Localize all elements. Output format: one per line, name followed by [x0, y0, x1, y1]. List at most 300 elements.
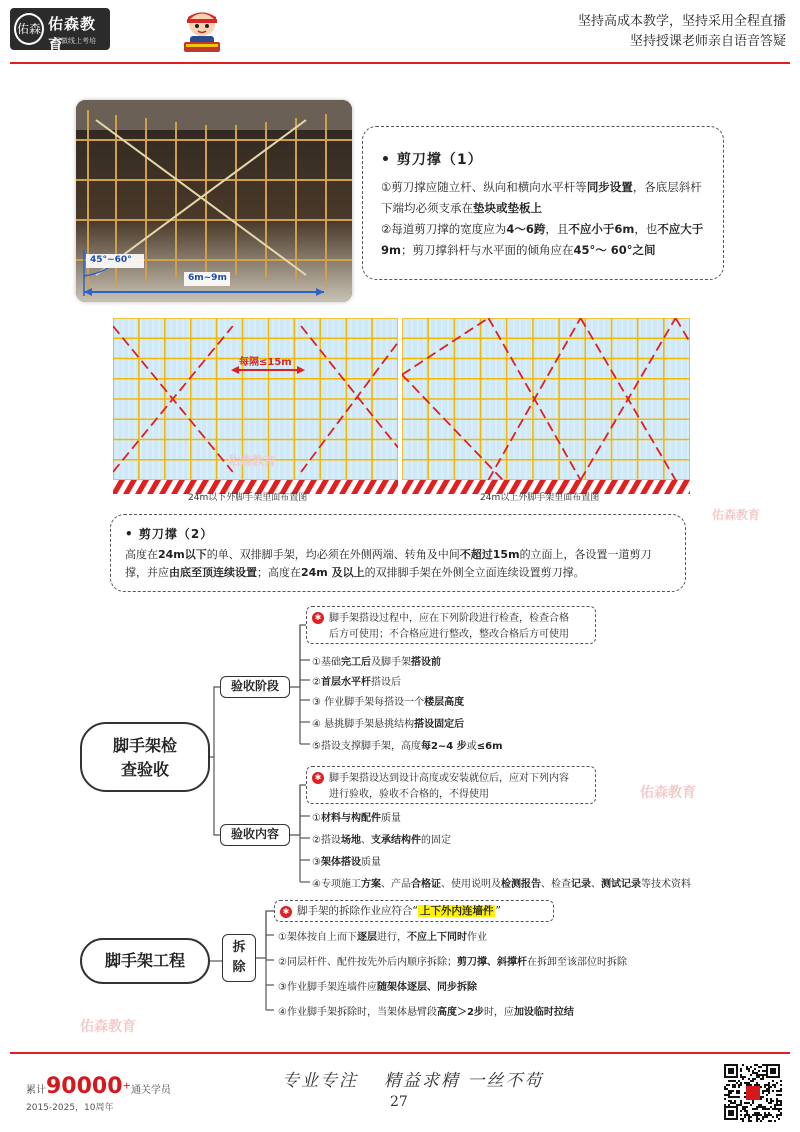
qr-module [774, 1086, 776, 1088]
qr-finder-core [728, 1110, 734, 1116]
text: 的单、双排脚手架，均必须在外侧两端、转角及中间 [206, 548, 460, 561]
qr-module [738, 1104, 740, 1106]
qr-module [776, 1094, 778, 1096]
qr-module [768, 1102, 770, 1104]
qr-module [762, 1116, 764, 1118]
qr-module [762, 1096, 764, 1098]
qr-module [758, 1074, 760, 1076]
node-acceptance-content: 验收内容 [220, 824, 290, 846]
qr-module [750, 1080, 752, 1082]
qr-module [742, 1120, 744, 1122]
text: ②每道剪刀撑的宽度应为 [381, 222, 507, 236]
qr-module [772, 1084, 774, 1086]
qr-module [766, 1114, 768, 1116]
text: ④作业脚手架拆除时，当架体悬臂段 [278, 1007, 437, 1018]
qr-module [724, 1094, 726, 1096]
qr-module [744, 1106, 746, 1108]
dismantle-note [274, 900, 554, 922]
signature-2: 精益求精 一丝不苟 [384, 1071, 544, 1091]
text: 及脚手架 [370, 657, 411, 668]
qr-module [754, 1084, 756, 1086]
content-item-3 [312, 853, 381, 868]
node-text: 除 [232, 960, 246, 975]
qr-module [728, 1104, 730, 1106]
qr-module [780, 1094, 782, 1096]
qr-module [740, 1102, 742, 1104]
qr-module [752, 1102, 754, 1104]
qr-module [762, 1118, 764, 1120]
qr-module [756, 1072, 758, 1074]
qr-module [758, 1070, 760, 1072]
qr-module [762, 1106, 764, 1108]
qr-module [748, 1102, 750, 1104]
qr-finder-core [770, 1068, 776, 1074]
qr-module [732, 1102, 734, 1104]
qr-module [734, 1100, 736, 1102]
text: 质量 [360, 857, 381, 868]
qr-module [734, 1080, 736, 1082]
text: ③ [312, 857, 321, 868]
text: ；剪刀撑斜杆与水平面的倾角应在 [401, 243, 574, 257]
bold-text: 同步设置 [586, 180, 633, 194]
qr-module [758, 1066, 760, 1068]
qr-module [768, 1108, 770, 1110]
qr-module [742, 1118, 744, 1120]
bold-text: 场地 [340, 835, 361, 846]
qr-module [754, 1064, 756, 1066]
width-label: 6m~9m [188, 273, 227, 283]
stage-item-5 [312, 737, 503, 752]
qr-module [758, 1076, 760, 1078]
qr-module [724, 1086, 726, 1088]
qr-module [768, 1084, 770, 1086]
qr-module [776, 1100, 778, 1102]
text: 、使用说明及 [440, 879, 501, 890]
qr-module [748, 1118, 750, 1120]
bold-text: 支承结构件 [370, 835, 421, 846]
logo-name: 佑森教育 [48, 15, 97, 54]
bold-text: 4～6跨 [506, 222, 546, 236]
qr-module [736, 1082, 738, 1084]
qr-module [770, 1102, 772, 1104]
stage-item-2 [312, 673, 401, 688]
qr-module [766, 1094, 768, 1096]
qr-module [744, 1092, 746, 1094]
qr-module [744, 1116, 746, 1118]
text: ④专项施工 [312, 879, 361, 890]
footer-student-count [26, 1074, 171, 1099]
qr-module [728, 1096, 730, 1098]
qr-module [732, 1096, 734, 1098]
qr-module [732, 1084, 734, 1086]
qr-module [778, 1094, 780, 1096]
qr-module [764, 1116, 766, 1118]
qr-module [764, 1074, 766, 1076]
watermark: 佑森教育 [712, 508, 761, 522]
qr-module [728, 1090, 730, 1092]
logo-seal-icon: 佑森 [14, 13, 44, 45]
bold-text: 测试记录 [600, 879, 641, 890]
qr-module [768, 1092, 770, 1094]
text: 作业 [466, 932, 487, 943]
footer-divider [10, 1052, 790, 1054]
qr-module [774, 1106, 776, 1108]
node-text: 脚手架检 [112, 736, 177, 755]
qr-module [746, 1082, 748, 1084]
text: ④ 悬挑脚手架悬挑结构 [312, 719, 415, 730]
dismantle-item-1 [278, 928, 487, 943]
qr-module [764, 1064, 766, 1066]
count-number: 90000 [46, 1074, 123, 1099]
qr-module [768, 1120, 770, 1122]
qr-module [748, 1078, 750, 1080]
qr-module [778, 1114, 780, 1116]
qr-module [768, 1088, 770, 1090]
text: 等技术资料 [640, 879, 691, 890]
tagline-1: 坚持高成本教学，坚持采用全程直播 [577, 14, 786, 29]
qr-module [768, 1082, 770, 1084]
qr-module [734, 1102, 736, 1104]
bold-text: 架体搭设 [320, 857, 361, 868]
qr-module [740, 1070, 742, 1072]
node-scaffold-inspection [80, 722, 210, 792]
qr-module [748, 1114, 750, 1116]
qr-module [740, 1118, 742, 1120]
qr-module [776, 1104, 778, 1106]
qr-module [760, 1074, 762, 1076]
qr-module [762, 1092, 764, 1094]
qr-module [744, 1114, 746, 1116]
note-text: 脚手架搭设过程中，应在下列阶段进行检查，检查合格 [329, 613, 569, 624]
qr-module [778, 1108, 780, 1110]
qr-module [772, 1100, 774, 1102]
note-text: ” [495, 905, 501, 917]
bold-text: 楼层高度 [424, 697, 465, 708]
bold-text: 24m 及以上 [301, 566, 365, 579]
bold-text: 不应小于6m [568, 222, 635, 236]
qr-module [766, 1084, 768, 1086]
qr-module [760, 1096, 762, 1098]
bold-text: 搭设固定后 [414, 719, 465, 730]
qr-module [760, 1106, 762, 1108]
node-text: 查验收 [120, 760, 169, 779]
qr-module [776, 1114, 778, 1116]
node-dismantle [222, 934, 256, 982]
card1-title: • 剪刀撑（1） [381, 152, 483, 168]
qr-module [770, 1098, 772, 1100]
qr-module [754, 1072, 756, 1074]
text: ① [312, 813, 321, 824]
qr-module [756, 1118, 758, 1120]
text: ③作业脚手架连墙件应 [278, 982, 377, 993]
qr-module [758, 1112, 760, 1114]
qr-module [762, 1074, 764, 1076]
qr-module [776, 1116, 778, 1118]
qr-module [758, 1106, 760, 1108]
text: 、产品 [380, 879, 411, 890]
qr-module [752, 1108, 754, 1110]
qr-module [774, 1104, 776, 1106]
text: ，且 [545, 222, 569, 236]
signature-1: 专业专注 [282, 1071, 358, 1091]
qr-module [724, 1104, 726, 1106]
qr-module [776, 1102, 778, 1104]
text: 、 [360, 835, 371, 846]
dismantle-item-4 [278, 1003, 574, 1018]
qr-module [738, 1086, 740, 1088]
watermark: 佑森教育 [80, 1019, 136, 1035]
qr-module [760, 1078, 762, 1080]
stage-item-3 [312, 693, 464, 708]
qr-module [746, 1084, 748, 1086]
watermark: 佑森教育 [228, 454, 277, 468]
note-text: 脚手架搭设达到设计高度或安装就位后，应对下列内容 [329, 773, 569, 784]
bold-text: 材料与构配件 [320, 813, 381, 824]
qr-module [770, 1114, 772, 1116]
diagram-caption-2: 24m以上外脚手架里面布置图 [480, 493, 600, 503]
qr-module [764, 1090, 766, 1092]
qr-module [748, 1116, 750, 1118]
qr-module [730, 1096, 732, 1098]
logo-slogan: 只做线上考培 [54, 37, 96, 45]
qr-module [756, 1112, 758, 1114]
qr-module [734, 1086, 736, 1088]
qr-module [756, 1120, 758, 1122]
qr-module [778, 1118, 780, 1120]
qr-module [780, 1090, 782, 1092]
qr-module [766, 1098, 768, 1100]
qr-module [776, 1108, 778, 1110]
qr-module [740, 1104, 742, 1106]
qr-module [770, 1086, 772, 1088]
qr-module [756, 1082, 758, 1084]
qr-module [748, 1084, 750, 1086]
qr-module [746, 1114, 748, 1116]
qr-module [762, 1076, 764, 1078]
qr-module [780, 1088, 782, 1090]
qr-module [746, 1110, 748, 1112]
qr-module [780, 1114, 782, 1116]
qr-module [772, 1116, 774, 1118]
qr-module [772, 1090, 774, 1092]
qr-module [756, 1116, 758, 1118]
qr-module [762, 1070, 764, 1072]
bold-text: 每2~4 步 [420, 741, 467, 752]
node-scaffold-engineering: 脚手架工程 [80, 938, 210, 984]
qr-module [764, 1070, 766, 1072]
qr-module [746, 1068, 748, 1070]
text: 的立面上，各设置一道剪刀撑，并应 [125, 548, 652, 579]
qr-module [734, 1084, 736, 1086]
qr-module [738, 1090, 740, 1092]
qr-module [744, 1108, 746, 1110]
qr-module [760, 1114, 762, 1116]
text: 时，应 [483, 1007, 514, 1018]
qr-module [774, 1120, 776, 1122]
bold-text: 不应大于9m [381, 222, 704, 257]
star-icon: ✱ [312, 772, 324, 784]
count-prefix: 累计 [26, 1085, 46, 1096]
qr-module [726, 1084, 728, 1086]
qr-module [740, 1110, 742, 1112]
text: ②同层杆件、配件按先外后内顺序拆除； [278, 957, 457, 968]
bold-text: 剪刀撑、斜撑杆 [456, 957, 527, 968]
qr-module [740, 1076, 742, 1078]
card2-title: • 剪刀撑（2） [125, 527, 214, 541]
text: ，也 [634, 222, 658, 236]
qr-module [734, 1096, 736, 1098]
qr-module [756, 1108, 758, 1110]
qr-module [756, 1114, 758, 1116]
qr-module [736, 1092, 738, 1094]
qr-module [780, 1108, 782, 1110]
qr-module [764, 1106, 766, 1108]
qr-module [776, 1098, 778, 1100]
qr-module [738, 1092, 740, 1094]
count-plus: + [122, 1080, 131, 1092]
qr-module [750, 1074, 752, 1076]
tagline-2: 坚持授课老师亲自语音答疑 [629, 34, 786, 49]
qr-module [772, 1108, 774, 1110]
qr-module [752, 1070, 754, 1072]
note-text: 进行验收，验收不合格的，不得使用 [329, 789, 489, 800]
qr-module [744, 1076, 746, 1078]
qr-code-icon [724, 1064, 782, 1122]
qr-module [770, 1120, 772, 1122]
text: 高度在 [125, 548, 158, 561]
bold-text: 逐层 [356, 932, 377, 943]
qr-module [732, 1086, 734, 1088]
qr-module [738, 1096, 740, 1098]
qr-module [742, 1108, 744, 1110]
diagram-caption-1: 24m以下外脚手架里面布置图 [188, 493, 308, 503]
qr-module [746, 1112, 748, 1114]
watermark: 佑森教育 [640, 785, 696, 801]
qr-module [744, 1102, 746, 1104]
qr-module [740, 1114, 742, 1116]
text: 的双排脚手架在外侧全立面连续设置剪刀撑。 [364, 566, 585, 579]
qr-module [748, 1070, 750, 1072]
qr-module [778, 1100, 780, 1102]
content-note [306, 766, 596, 804]
content-item-4 [312, 875, 691, 890]
qr-module [752, 1072, 754, 1074]
qr-module [758, 1118, 760, 1120]
bold-text: 24m以下 [158, 548, 207, 561]
qr-module [724, 1088, 726, 1090]
text: ② [312, 677, 321, 688]
bold-text: 首层水平杆 [320, 677, 371, 688]
qr-module [764, 1114, 766, 1116]
qr-module [754, 1108, 756, 1110]
qr-module [728, 1092, 730, 1094]
qr-module [764, 1084, 766, 1086]
qr-module [754, 1068, 756, 1070]
qr-module [730, 1090, 732, 1092]
text: ，各底层斜杆下端均必须支承在 [381, 180, 702, 215]
qr-module [780, 1080, 782, 1082]
qr-module [750, 1066, 752, 1068]
qr-module [754, 1078, 756, 1080]
qr-module [742, 1106, 744, 1108]
qr-module [758, 1104, 760, 1106]
text: 的固定 [420, 835, 451, 846]
stage-note [306, 606, 596, 644]
qr-module [746, 1102, 748, 1104]
bold-text: 加设临时拉结 [513, 1007, 574, 1018]
qr-module [756, 1074, 758, 1076]
qr-module [758, 1114, 760, 1116]
qr-module [730, 1092, 732, 1094]
text: ⑤搭设支撑脚手架，高度 [312, 741, 421, 752]
bold-text: 不超过15m [459, 548, 520, 561]
qr-module [746, 1066, 748, 1068]
qr-module [728, 1080, 730, 1082]
content-item-2 [312, 831, 451, 846]
text: ①基础 [312, 657, 341, 668]
qr-module [774, 1108, 776, 1110]
qr-module [740, 1074, 742, 1076]
qr-module [778, 1110, 780, 1112]
text: ②搭设 [312, 835, 341, 846]
bold-text: 由底至顶连续设置 [169, 566, 257, 579]
qr-module [760, 1098, 762, 1100]
qr-module [736, 1104, 738, 1106]
star-icon: ✱ [312, 612, 324, 624]
qr-module [754, 1112, 756, 1114]
qr-module [764, 1112, 766, 1114]
qr-module [738, 1084, 740, 1086]
star-icon: ✱ [280, 906, 292, 918]
qr-module [780, 1084, 782, 1086]
page-number: 27 [390, 1094, 408, 1110]
qr-module [732, 1080, 734, 1082]
qr-module [756, 1064, 758, 1066]
qr-module [728, 1084, 730, 1086]
qr-module [756, 1076, 758, 1078]
qr-module [740, 1082, 742, 1084]
qr-module [732, 1090, 734, 1092]
qr-module [740, 1084, 742, 1086]
qr-module [764, 1108, 766, 1110]
text: 质量 [380, 813, 401, 824]
qr-module [768, 1112, 770, 1114]
qr-module [766, 1100, 768, 1102]
qr-logo [746, 1086, 760, 1100]
qr-module [748, 1120, 750, 1122]
bold-text: 检测报告 [500, 879, 541, 890]
qr-module [728, 1100, 730, 1102]
node-acceptance-stage: 验收阶段 [220, 676, 290, 698]
qr-module [730, 1100, 732, 1102]
bold-text: 完工后 [340, 657, 371, 668]
qr-module [746, 1106, 748, 1108]
qr-module [780, 1112, 782, 1114]
qr-module [752, 1078, 754, 1080]
bold-text: ≤6m [476, 741, 503, 752]
qr-module [776, 1082, 778, 1084]
qr-module [760, 1104, 762, 1106]
content-item-1 [312, 809, 401, 824]
qr-module [742, 1078, 744, 1080]
qr-module [768, 1086, 770, 1088]
text: ①架体按自上而下 [278, 932, 357, 943]
qr-module [756, 1106, 758, 1108]
bold-text: 方案 [360, 879, 381, 890]
qr-module [754, 1114, 756, 1116]
note-text: 脚手架的拆除作业应符合“ [297, 905, 418, 917]
qr-module [766, 1108, 768, 1110]
